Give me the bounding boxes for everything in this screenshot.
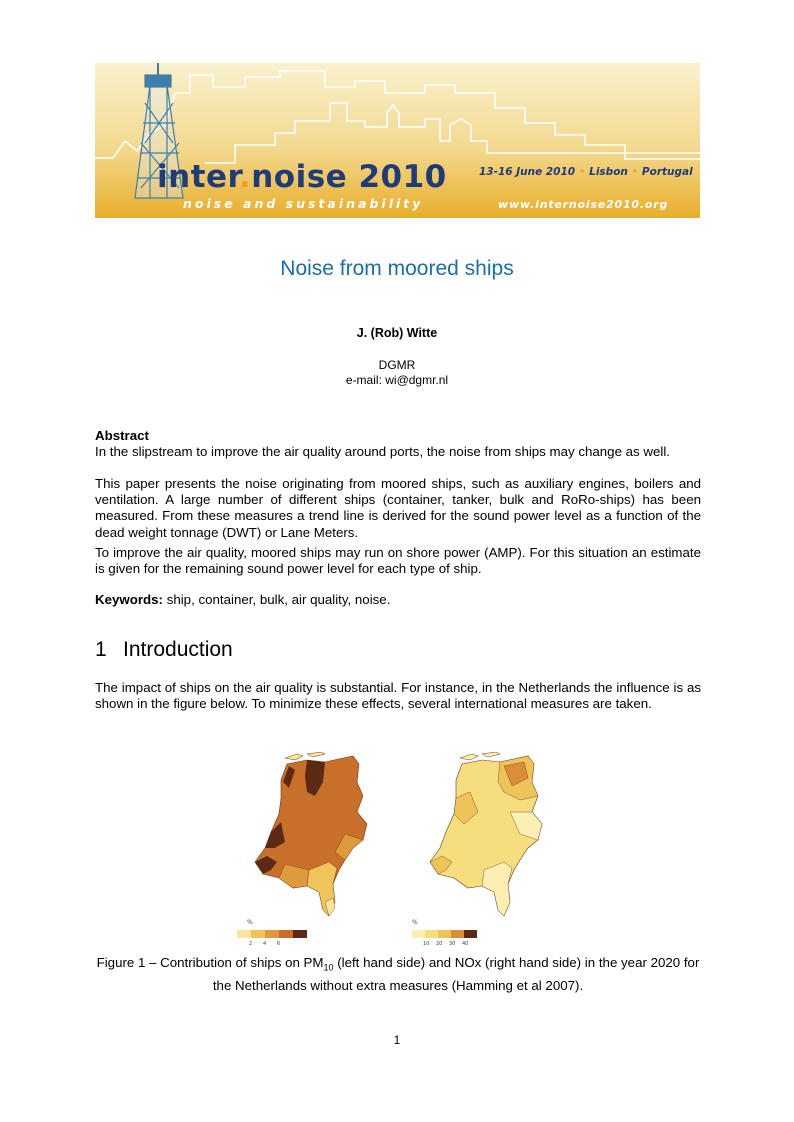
paper-author: J. (Rob) Witte: [356, 326, 438, 340]
caption-subscript: 10: [323, 962, 334, 973]
abstract-heading: Abstract: [95, 428, 149, 443]
map-nox: [412, 752, 542, 947]
author-affiliation: [0, 358, 794, 388]
keywords-list: ship, container, bulk, air quality, noise.: [166, 592, 391, 607]
legend-swatch: [438, 930, 451, 938]
legend-tick-label: 30: [449, 941, 456, 947]
legend-tick-label: 20: [436, 941, 443, 947]
figure-1-caption: [95, 954, 701, 994]
legend-swatch: [451, 930, 464, 938]
page-number: 1: [393, 1033, 401, 1047]
map-pm10: [237, 752, 367, 947]
legend-tick-label: 10: [423, 941, 430, 947]
map-nox-legend: [412, 930, 477, 947]
legend-tick-label: 6: [277, 941, 281, 947]
paper-title: Noise from moored ships: [280, 257, 514, 280]
keywords-label: Keywords:: [95, 592, 163, 607]
affiliation-name: DGMR: [378, 358, 416, 372]
legend-tick-label: 40: [462, 941, 469, 947]
banner-subtitle: noise and sustainability: [183, 196, 424, 211]
banner-dates: 13-16 June 2010 • Lisbon • Portugal: [479, 166, 693, 178]
author-email[interactable]: e-mail: wi@dgmr.nl: [345, 373, 449, 387]
legend-swatch: [279, 930, 293, 938]
legend-swatch: [464, 930, 477, 938]
caption-rest: (left hand side) and NOx (right hand side) in the year 2020 for the Netherlands without extra measures (Hamming et al 2007).: [212, 955, 700, 993]
figure-1-maps: [225, 752, 555, 948]
caption-prefix: Figure 1 – Contribution of ships on PM: [96, 955, 324, 970]
legend-tick-label: 4: [263, 941, 267, 947]
legend-swatch: [251, 930, 265, 938]
map-pm10-legend-unit: %: [247, 919, 253, 926]
map-nox-legend-unit: %: [412, 919, 418, 926]
banner-title: inter.noise 2010: [157, 159, 447, 195]
abstract-paragraph-1: In the slipstream to improve the air quality around ports, the noise from ships may change as well.: [95, 444, 670, 459]
abstract-paragraph-3: To improve the air quality, moored ships may run on shore power (AMP). For this situation an estimate is given for the remaining sound power level for each type of ship.: [95, 545, 701, 577]
banner-url[interactable]: www.internoise2010.org: [498, 198, 669, 211]
legend-tick-label: 2: [249, 941, 253, 947]
legend-swatch: [237, 930, 251, 938]
section-heading: [95, 638, 233, 662]
section-number: 1: [95, 638, 107, 661]
intro-paragraph: The impact of ships on the air quality is substantial. For instance, in the Netherlands the influence is as shown in the figure below. To minimize these effects, several international measures are taken.: [95, 680, 701, 712]
conference-banner: [95, 63, 700, 218]
legend-swatch: [425, 930, 438, 938]
legend-swatch: [265, 930, 279, 938]
abstract-paragraph-2: This paper presents the noise originating from moored ships, such as auxiliary engines, boilers and ventilation. A large number of different ships (container, tanker, bulk and RoRo-ships) has been measured. From these measures a trend line is derived for the sound power level as a function of the dead weight tonnage (DWT) or Lane Meters.: [95, 476, 701, 540]
keywords-line: [95, 592, 701, 608]
section-title: Introduction: [123, 638, 233, 661]
map-pm10-legend: [237, 930, 307, 947]
legend-swatch: [293, 930, 307, 938]
legend-swatch: [412, 930, 425, 938]
